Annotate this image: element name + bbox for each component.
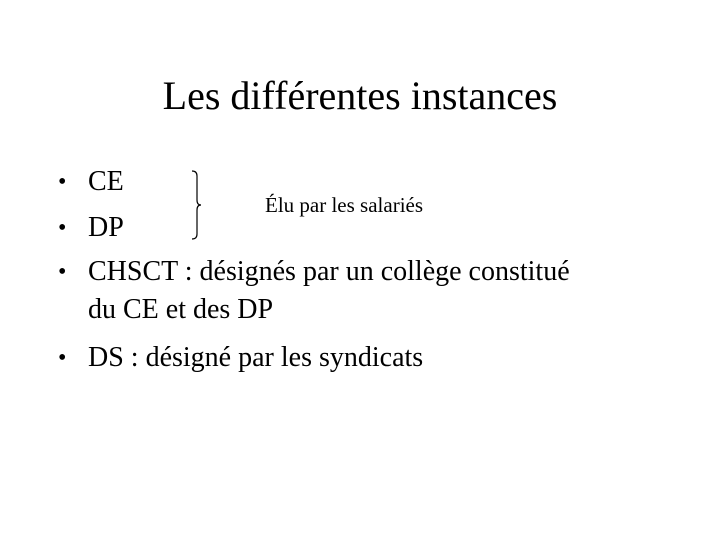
bullet-text: CHSCT : désignés par un collège constitué <box>88 256 570 287</box>
bullet-text: DP <box>88 212 124 243</box>
bullet-text: du CE et des DP <box>88 294 274 325</box>
bullet-marker: • <box>58 345 67 371</box>
bullet-marker: • <box>58 215 67 241</box>
bullet-marker: • <box>58 169 67 195</box>
right-brace-icon <box>188 170 204 240</box>
brace-label: Élu par les salariés <box>265 193 424 217</box>
bullet-marker: • <box>58 259 67 285</box>
slide-title: Les différentes instances <box>162 73 558 118</box>
bullet-text: CE <box>88 166 124 197</box>
bullet-text: DS : désigné par les syndicats <box>88 342 424 373</box>
